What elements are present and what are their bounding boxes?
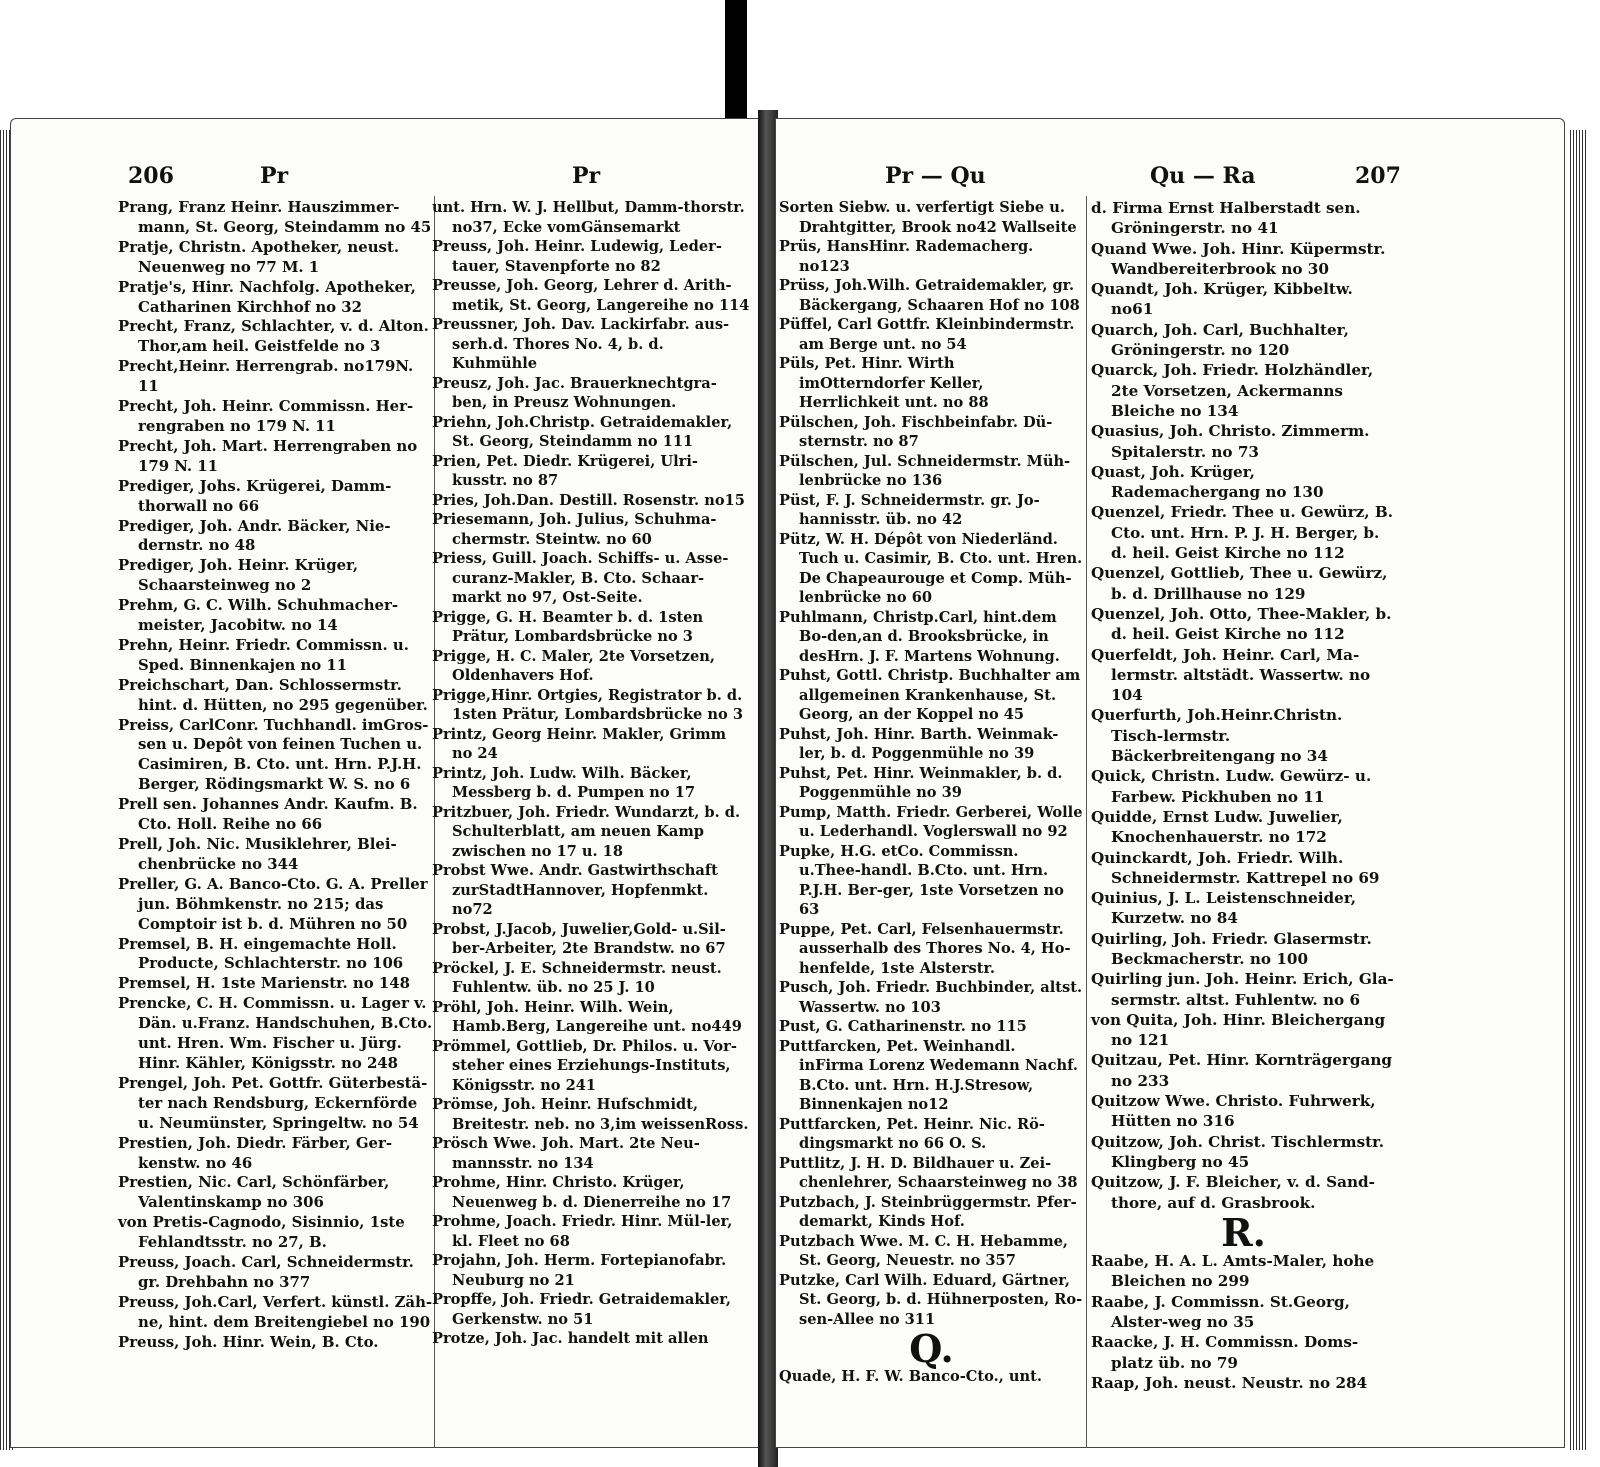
directory-entry: von Pretis-Cagnodo, Sisinnio, 1ste Fehlandtsstr. no 27, B. (118, 1213, 405, 1252)
directory-entry: Pusch, Joh. Friedr. Buchbinder, altst. Wassertw. no 103 (779, 979, 1083, 1016)
directory-entry: Prencke, C. H. Commissn. u. Lager v. Dän. u.Franz. Handschuhen, B.Cto. unt. Hren. Wm. Fischer u. Jürg. Hinr. Kähler, Königsstr. no 248 (118, 994, 433, 1072)
directory-entry: Prehm, G. C. Wilh. Schuhmacher-meister, Jacobitw. no 14 (118, 596, 399, 635)
directory-entry: Puhst, Pet. Hinr. Weinmakler, b. d. Poggenmühle no 39 (779, 764, 1063, 801)
directory-entry: Preuss, Joach. Carl, Schneidermstr. gr. Drehbahn no 377 (118, 1253, 414, 1291)
directory-entry: Prell sen. Johannes Andr. Kaufm. B. Cto. Holl. Reihe no 66 (118, 795, 418, 834)
directory-entry: Pust, G. Catharinenstr. no 115 (779, 1018, 1027, 1035)
directory-entry: Pröckel, J. E. Schneidermstr. neust. Fuhlentw. üb. no 25 J. 10 (432, 959, 722, 996)
directory-entry: Premsel, H. 1ste Marienstr. no 148 (118, 974, 410, 993)
directory-entry: Prigge,Hinr. Ortgies, Registrator b. d. 1sten Prätur, Lombardsbrücke no 3 (432, 686, 743, 723)
directory-entry: Premsel, B. H. eingemachte Holl. Producte, Schlachterstr. no 106 (118, 934, 404, 973)
directory-entry: Quandt, Joh. Krüger, Kibbeltw. no61 (1091, 280, 1353, 319)
page-number-left: 206 (128, 163, 174, 189)
directory-column (432, 198, 750, 1349)
directory-entry: Quitzow, J. F. Bleicher, v. d. Sand-thore, auf d. Grasbrook. (1091, 1173, 1375, 1212)
directory-entry: Precht, Joh. Mart. Herrengraben no 179 N. 11 (118, 436, 418, 475)
directory-entry: Prell, Joh. Nic. Musiklehrer, Blei-chenbrücke no 344 (118, 835, 397, 873)
running-head-right-1: Pr — Qu (885, 163, 986, 189)
directory-entry: Putzke, Carl Wilh. Eduard, Gärtner, St. Georg, b. d. Hühnerposten, Ro-sen-Allee no 311 (779, 1271, 1083, 1328)
directory-entry: Prohme, Joach. Friedr. Hinr. Mül-ler, kl. Fleet no 68 (432, 1213, 733, 1250)
directory-entry: Prüss, Joh.Wilh. Getraidemakler, gr. Bäckergang, Schaaren Hof no 108 (779, 277, 1080, 314)
directory-entry: Pries, Joh.Dan. Destill. Rosenstr. no15 (432, 491, 745, 509)
directory-entry: Quarck, Joh. Friedr. Holzhändler, 2te Vorsetzen, Ackermanns Bleiche no 134 (1091, 361, 1374, 420)
directory-entry: Prien, Pet. Diedr. Krügerei, Ulri-kusstr. no 87 (432, 452, 698, 489)
directory-entry: Sorten Siebw. u. verfertigt Siebe u. Drahtgitter, Brook no42 Wallseite (779, 199, 1077, 236)
running-head-left-2: Pr (572, 163, 601, 189)
directory-entry: Querfurth, Joh.Heinr.Christn. Tisch-lermstr. Bäckerbreitengang no 34 (1091, 706, 1343, 766)
directory-entry: Putzbach Wwe. M. C. H. Hebamme, St. Georg, Neuestr. no 357 (779, 1232, 1069, 1269)
directory-entry: Raabe, J. Commissn. St.Georg, Alster-weg no 35 (1091, 1292, 1350, 1332)
directory-entry: Quinckardt, Joh. Friedr. Wilh. Schneidermstr. Kattrepel no 69 (1091, 848, 1380, 887)
directory-entry: Prigge, G. H. Beamter b. d. 1sten Prätur, Lombardsbrücke no 3 (432, 608, 704, 645)
directory-entry: Prohme, Hinr. Christo. Krüger, Neuenweg b. d. Dienerreihe no 17 (432, 1174, 732, 1211)
directory-entry: Puhst, Gottl. Christp. Buchhalter am allgemeinen Krankenhause, St. Georg, an der Koppel no 45 (779, 667, 1081, 723)
section-letter: Q. (909, 1326, 954, 1371)
column-divider (1086, 196, 1087, 1448)
directory-column (1091, 198, 1396, 1393)
directory-entry: Prüs, HansHinr. Rademacherg. no123 (779, 238, 1034, 275)
directory-entry: Prediger, Johs. Krügerei, Damm-thorwall no 66 (118, 476, 392, 515)
directory-entry: Pump, Matth. Friedr. Gerberei, Wolle u. Lederhandl. Voglerswall no 92 (779, 803, 1083, 840)
directory-entry: Quade, H. F. W. Banco-Cto., unt. (779, 1367, 1042, 1385)
open-book (0, 110, 1600, 1467)
left-page (10, 118, 762, 1448)
directory-entry: Püls, Pet. Hinr. Wirth imOtterndorfer Keller, Herrlichkeit unt. no 88 (779, 355, 989, 411)
directory-entry: Prengel, Joh. Pet. Gottfr. Güterbestä-ter nach Rendsburg, Eckernförde u. Neumünster, Springeltw. no 54 (118, 1073, 428, 1132)
directory-entry: Puppe, Pet. Carl, Felsenhauermstr. ausserhalb des Thores No. 4, Ho-henfelde, 1ste Alsterstr. (779, 920, 1071, 977)
directory-entry: Probst, J.Jacob, Juwelier,Gold- u.Sil-ber-Arbeiter, 2te Brandstw. no 67 (432, 920, 726, 957)
directory-entry: Pupke, H.G. etCo. Commissn. u.Thee-handl. B.Cto. unt. Hrn. P.J.H. Ber-ger, 1ste Vorsetzen no 63 (779, 842, 1064, 918)
directory-entry: Preussner, Joh. Dav. Lackirfabr. aus-serh.d. Thores No. 4, b. d. Kuhmühle (432, 316, 730, 372)
directory-entry: Raabe, H. A. L. Amts-Maler, hohe Bleichen no 299 (1091, 1252, 1375, 1291)
directory-entry: Preusz, Joh. Jac. Brauerknechtgra-ben, in Preusz Wohnungen. (432, 374, 717, 411)
page-number-right: 207 (1355, 163, 1401, 189)
directory-entry: Quitzow Wwe. Christo. Fuhrwerk, Hütten no 316 (1091, 1092, 1376, 1131)
directory-entry: d. Firma Ernst Halberstadt sen. Gröningerstr. no 41 (1091, 199, 1361, 238)
directory-entry: Puhst, Joh. Hinr. Barth. Weinmak-ler, b. d. Poggenmühle no 39 (779, 725, 1059, 762)
directory-entry: Printz, Georg Heinr. Makler, Grimm no 24 (432, 725, 727, 762)
directory-entry: Pritzbuer, Joh. Friedr. Wundarzt, b. d. Schulterblatt, am neuen Kamp zwischen no 17 u. 18 (432, 803, 741, 860)
directory-entry: Quenzel, Joh. Otto, Thee-Makler, b. d. heil. Geist Kirche no 112 (1091, 604, 1392, 644)
directory-column (779, 198, 1084, 1386)
directory-entry: Prigge, H. C. Maler, 2te Vorsetzen, Oldenhavers Hof. (432, 647, 715, 684)
directory-entry: Propffe, Joh. Friedr. Getraidemakler, Gerkenstw. no 51 (432, 1291, 731, 1328)
directory-entry: Prestien, Joh. Diedr. Färber, Ger-kenstw. no 46 (118, 1133, 393, 1172)
directory-entry: Quinius, J. L. Leistenschneider, Kurzetw. no 84 (1091, 889, 1357, 928)
directory-entry: Quitzow, Joh. Christ. Tischlermstr. Klingberg no 45 (1091, 1132, 1385, 1171)
directory-column (118, 198, 434, 1353)
directory-entry: Quenzel, Friedr. Thee u. Gewürz, B. Cto. unt. Hrn. P. J. H. Berger, b. d. heil. Geist Kirche no 112 (1091, 503, 1394, 563)
directory-entry: Prang, Franz Heinr. Hauszimmer-mann, St. Georg, Steindamm no 45 (118, 198, 432, 236)
directory-entry: Preuss, Joh. Heinr. Ludewig, Leder-tauer, Stavenpforte no 82 (432, 238, 722, 275)
directory-entry: Quenzel, Gottlieb, Thee u. Gewürz, b. d. Drillhause no 129 (1091, 564, 1388, 603)
right-page (775, 118, 1565, 1448)
directory-entry: Quand Wwe. Joh. Hinr. Küpermstr. Wandbereiterbrook no 30 (1091, 239, 1386, 278)
directory-entry: Raap, Joh. neust. Neustr. no 284 (1091, 1373, 1368, 1392)
directory-entry: Projahn, Joh. Herm. Fortepianofabr. Neuburg no 21 (432, 1252, 727, 1289)
directory-entry: Püffel, Carl Gottfr. Kleinbindermstr. am Berge unt. no 54 (779, 316, 1075, 353)
running-head-right-2: Qu — Ra (1150, 163, 1256, 189)
directory-entry: Quidde, Ernst Ludw. Juwelier, Knochenhauerstr. no 172 (1091, 807, 1343, 847)
directory-entry: Quirling jun. Joh. Heinr. Erich, Gla-sermstr. altst. Fuhlentw. no 6 (1091, 970, 1394, 1009)
directory-entry: von Quita, Joh. Hinr. Bleichergang no 121 (1091, 1010, 1386, 1050)
directory-entry: Prediger, Joh. Andr. Bäcker, Nie-dernstr. no 48 (118, 516, 391, 555)
directory-entry: Quick, Christn. Ludw. Gewürz- u. Farbew. Pickhuben no 11 (1091, 767, 1372, 806)
directory-entry: Preuss, Joh. Hinr. Wein, B. Cto. (118, 1332, 379, 1351)
directory-entry: Puttfarcken, Pet. Heinr. Nic. Rö-dingsmarkt no 66 O. S. (779, 1115, 1045, 1152)
directory-entry: Quitzau, Pet. Hinr. Kornträgergang no 233 (1091, 1051, 1393, 1090)
directory-entry: Pröhl, Joh. Heinr. Wilh. Wein, Hamb.Berg, Langereihe unt. no449 (432, 998, 742, 1035)
directory-entry: Quast, Joh. Krüger, Rademachergang no 130 (1091, 462, 1324, 502)
directory-entry: Puttlitz, J. H. D. Bildhauer u. Zei-chenlehrer, Schaarsteinweg no 38 (779, 1154, 1078, 1191)
directory-entry: Pütz, W. H. Dépôt von Niederländ. Tuch u. Casimir, B. Cto. unt. Hren. De Chapeaurouge et Comp. Müh-lenbrücke no 60 (779, 530, 1083, 606)
directory-entry: Precht, Franz, Schlachter, v. d. Alton. Thor,am heil. Geistfelde no 3 (118, 317, 429, 356)
directory-entry: Prestien, Nic. Carl, Schönfärber, Valentinskamp no 306 (118, 1173, 390, 1212)
directory-entry: Pülschen, Joh. Fischbeinfabr. Dü-sternstr. no 87 (779, 413, 1053, 450)
directory-entry: Precht, Joh. Heinr. Commissn. Her-rengraben no 179 N. 11 (118, 397, 414, 435)
directory-entry: Pülschen, Jul. Schneidermstr. Müh-lenbrücke no 136 (779, 452, 1071, 489)
section-letter: R. (1221, 1209, 1266, 1255)
directory-entry: Püst, F. J. Schneidermstr. gr. Jo-hannisstr. üb. no 42 (779, 491, 1040, 528)
directory-entry: Prösch Wwe. Joh. Mart. 2te Neu-mannsstr. no 134 (432, 1135, 700, 1172)
directory-entry: Pratje, Christn. Apotheker, neust. Neuenweg no 77 M. 1 (118, 237, 400, 276)
directory-entry: Preller, G. A. Banco-Cto. G. A. Preller jun. Böhmkenstr. no 215; das Comptoir ist b. d. Mühren no 50 (118, 874, 428, 933)
directory-entry: Priess, Guill. Joach. Schiffs- u. Asse-curanz-Makler, B. Cto. Schaar-markt no 97, Ost-Seite. (432, 550, 729, 606)
directory-entry: Printz, Joh. Ludw. Wilh. Bäcker, Messberg b. d. Pumpen no 17 (432, 764, 696, 801)
directory-entry: Precht,Heinr. Herrengrab. no179N. 11 (118, 357, 414, 396)
directory-entry: Preusse, Joh. Georg, Lehrer d. Arith-metik, St. Georg, Langereihe no 114 (432, 277, 750, 314)
directory-entry: Probst Wwe. Andr. Gastwirthschaft zurStadtHannover, Hopfenmkt. no72 (432, 862, 718, 918)
page-edges-right (1570, 130, 1586, 1450)
directory-entry: Querfeldt, Joh. Heinr. Carl, Ma-lermstr. altstädt. Wassertw. no 104 (1091, 645, 1371, 705)
directory-entry: Quarch, Joh. Carl, Buchhalter, Gröningerstr. no 120 (1091, 320, 1349, 360)
directory-entry: Putzbach, J. Steinbrüggermstr. Pfer-demarkt, Kinds Hof. (779, 1193, 1077, 1230)
directory-entry: Preuss, Joh.Carl, Verfert. künstl. Zäh-ne, hint. dem Breitengiebel no 190 (118, 1292, 433, 1331)
directory-entry: Priehn, Joh.Christp. Getraidemakler, St. Georg, Steindamm no 111 (432, 413, 733, 450)
directory-entry: Quasius, Joh. Christo. Zimmerm. Spitalerstr. no 73 (1091, 422, 1370, 461)
directory-entry: Quirling, Joh. Friedr. Glasermstr. Beckmacherstr. no 100 (1091, 929, 1372, 968)
directory-entry: Prehn, Heinr. Friedr. Commissn. u. Sped. Binnenkajen no 11 (118, 635, 409, 674)
directory-entry: Priesemann, Joh. Julius, Schuhma-chermstr. Steintw. no 60 (432, 511, 717, 548)
directory-entry: Preiss, CarlConr. Tuchhandl. imGros-sen u. Depôt von feinen Tuchen u. Casimiren, B. Cto. unt. Hrn. P.J.H. Berger, Rödingsmarkt W. S. no 6 (118, 715, 429, 794)
directory-entry: Prömse, Joh. Heinr. Hufschmidt, Breitestr. neb. no 3,im weissenRoss. (432, 1096, 749, 1133)
running-head-left-1: Pr (260, 163, 289, 189)
directory-entry: Protze, Joh. Jac. handelt mit allen (432, 1330, 709, 1347)
directory-entry: Puttfarcken, Pet. Weinhandl. inFirma Lorenz Wedemann Nachf. B.Cto. unt. Hrn. H.J.Stresow, Binnenkajen no12 (779, 1037, 1078, 1113)
directory-entry: unt. Hrn. W. J. Hellbut, Damm-thorstr. no37, Ecke vomGänsemarkt (432, 199, 745, 236)
directory-entry: Pratje's, Hinr. Nachfolg. Apotheker, Catharinen Kirchhof no 32 (118, 277, 416, 316)
directory-entry: Puhlmann, Christp.Carl, hint.dem Bo-den,an d. Brooksbrücke, in desHrn. J. F. Martens Wohnung. (779, 608, 1060, 665)
directory-entry: Prediger, Joh. Heinr. Krüger, Schaarsteinweg no 2 (118, 556, 359, 595)
directory-entry: Raacke, J. H. Commissn. Doms-platz üb. no 79 (1091, 1333, 1359, 1372)
directory-entry: Preichschart, Dan. Schlossermstr. hint. d. Hütten, no 295 gegenüber. (118, 675, 428, 714)
directory-entry: Prömmel, Gottlieb, Dr. Philos. u. Vor-steher eines Erziehungs-Instituts, Königsstr. no 241 (432, 1037, 737, 1094)
